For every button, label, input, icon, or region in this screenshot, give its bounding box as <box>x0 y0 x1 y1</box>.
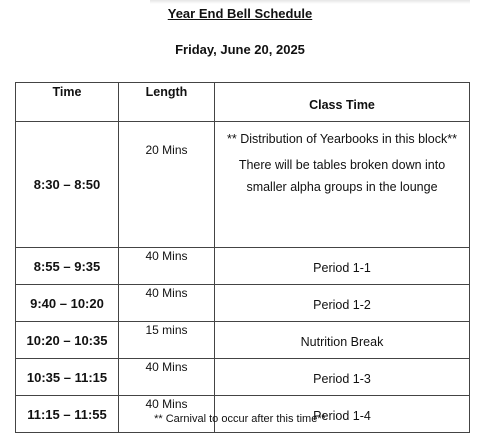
table-row <box>16 285 470 322</box>
table-row <box>16 248 470 285</box>
window-edge-shadow <box>150 0 470 4</box>
row-time: 10:35 – 11:15 <box>16 359 119 396</box>
row-length: 40 Mins <box>119 285 215 322</box>
document-title-text: Year End Bell Schedule <box>167 6 313 21</box>
schedule-date: Friday, June 20, 2025 <box>175 42 305 57</box>
table-row <box>16 322 470 359</box>
row-class-time: Nutrition Break <box>215 322 470 359</box>
header-length: Length <box>119 83 215 122</box>
yearbook-note: ** Distribution of Yearbooks in this block** <box>227 132 457 146</box>
row-class-time: Period 1-3 <box>215 359 470 396</box>
row-class-time: Period 1-4 <box>215 396 470 433</box>
row-time: 9:40 – 10:20 <box>16 285 119 322</box>
row-class-time: Period 1-2 <box>215 285 470 322</box>
row-length: 40 Mins <box>119 248 215 285</box>
table-row <box>16 359 470 396</box>
row-time: 8:55 – 9:35 <box>16 248 119 285</box>
row-length: 40 Mins <box>119 359 215 396</box>
header-time: Time <box>16 83 119 122</box>
row-time: 10:20 – 10:35 <box>16 322 119 359</box>
lounge-note: There will be tables broken down into smaller alpha groups in the lounge <box>238 158 446 194</box>
row-class-time <box>215 122 470 248</box>
row-length: 20 Mins <box>119 122 215 248</box>
document-title <box>0 6 480 21</box>
table-row <box>16 122 470 248</box>
row-time: 11:15 – 11:55 <box>16 396 119 433</box>
row-length: 40 Mins <box>119 396 215 433</box>
bell-schedule-table <box>15 82 470 433</box>
carnival-note: ** Carnival to occur after this time** <box>154 413 326 425</box>
row-length: 15 mins <box>119 322 215 359</box>
table-header-row <box>16 83 470 122</box>
row-time: 8:30 – 8:50 <box>16 122 119 248</box>
header-class-time: Class Time <box>215 83 470 122</box>
row-class-time: Period 1-1 <box>215 248 470 285</box>
